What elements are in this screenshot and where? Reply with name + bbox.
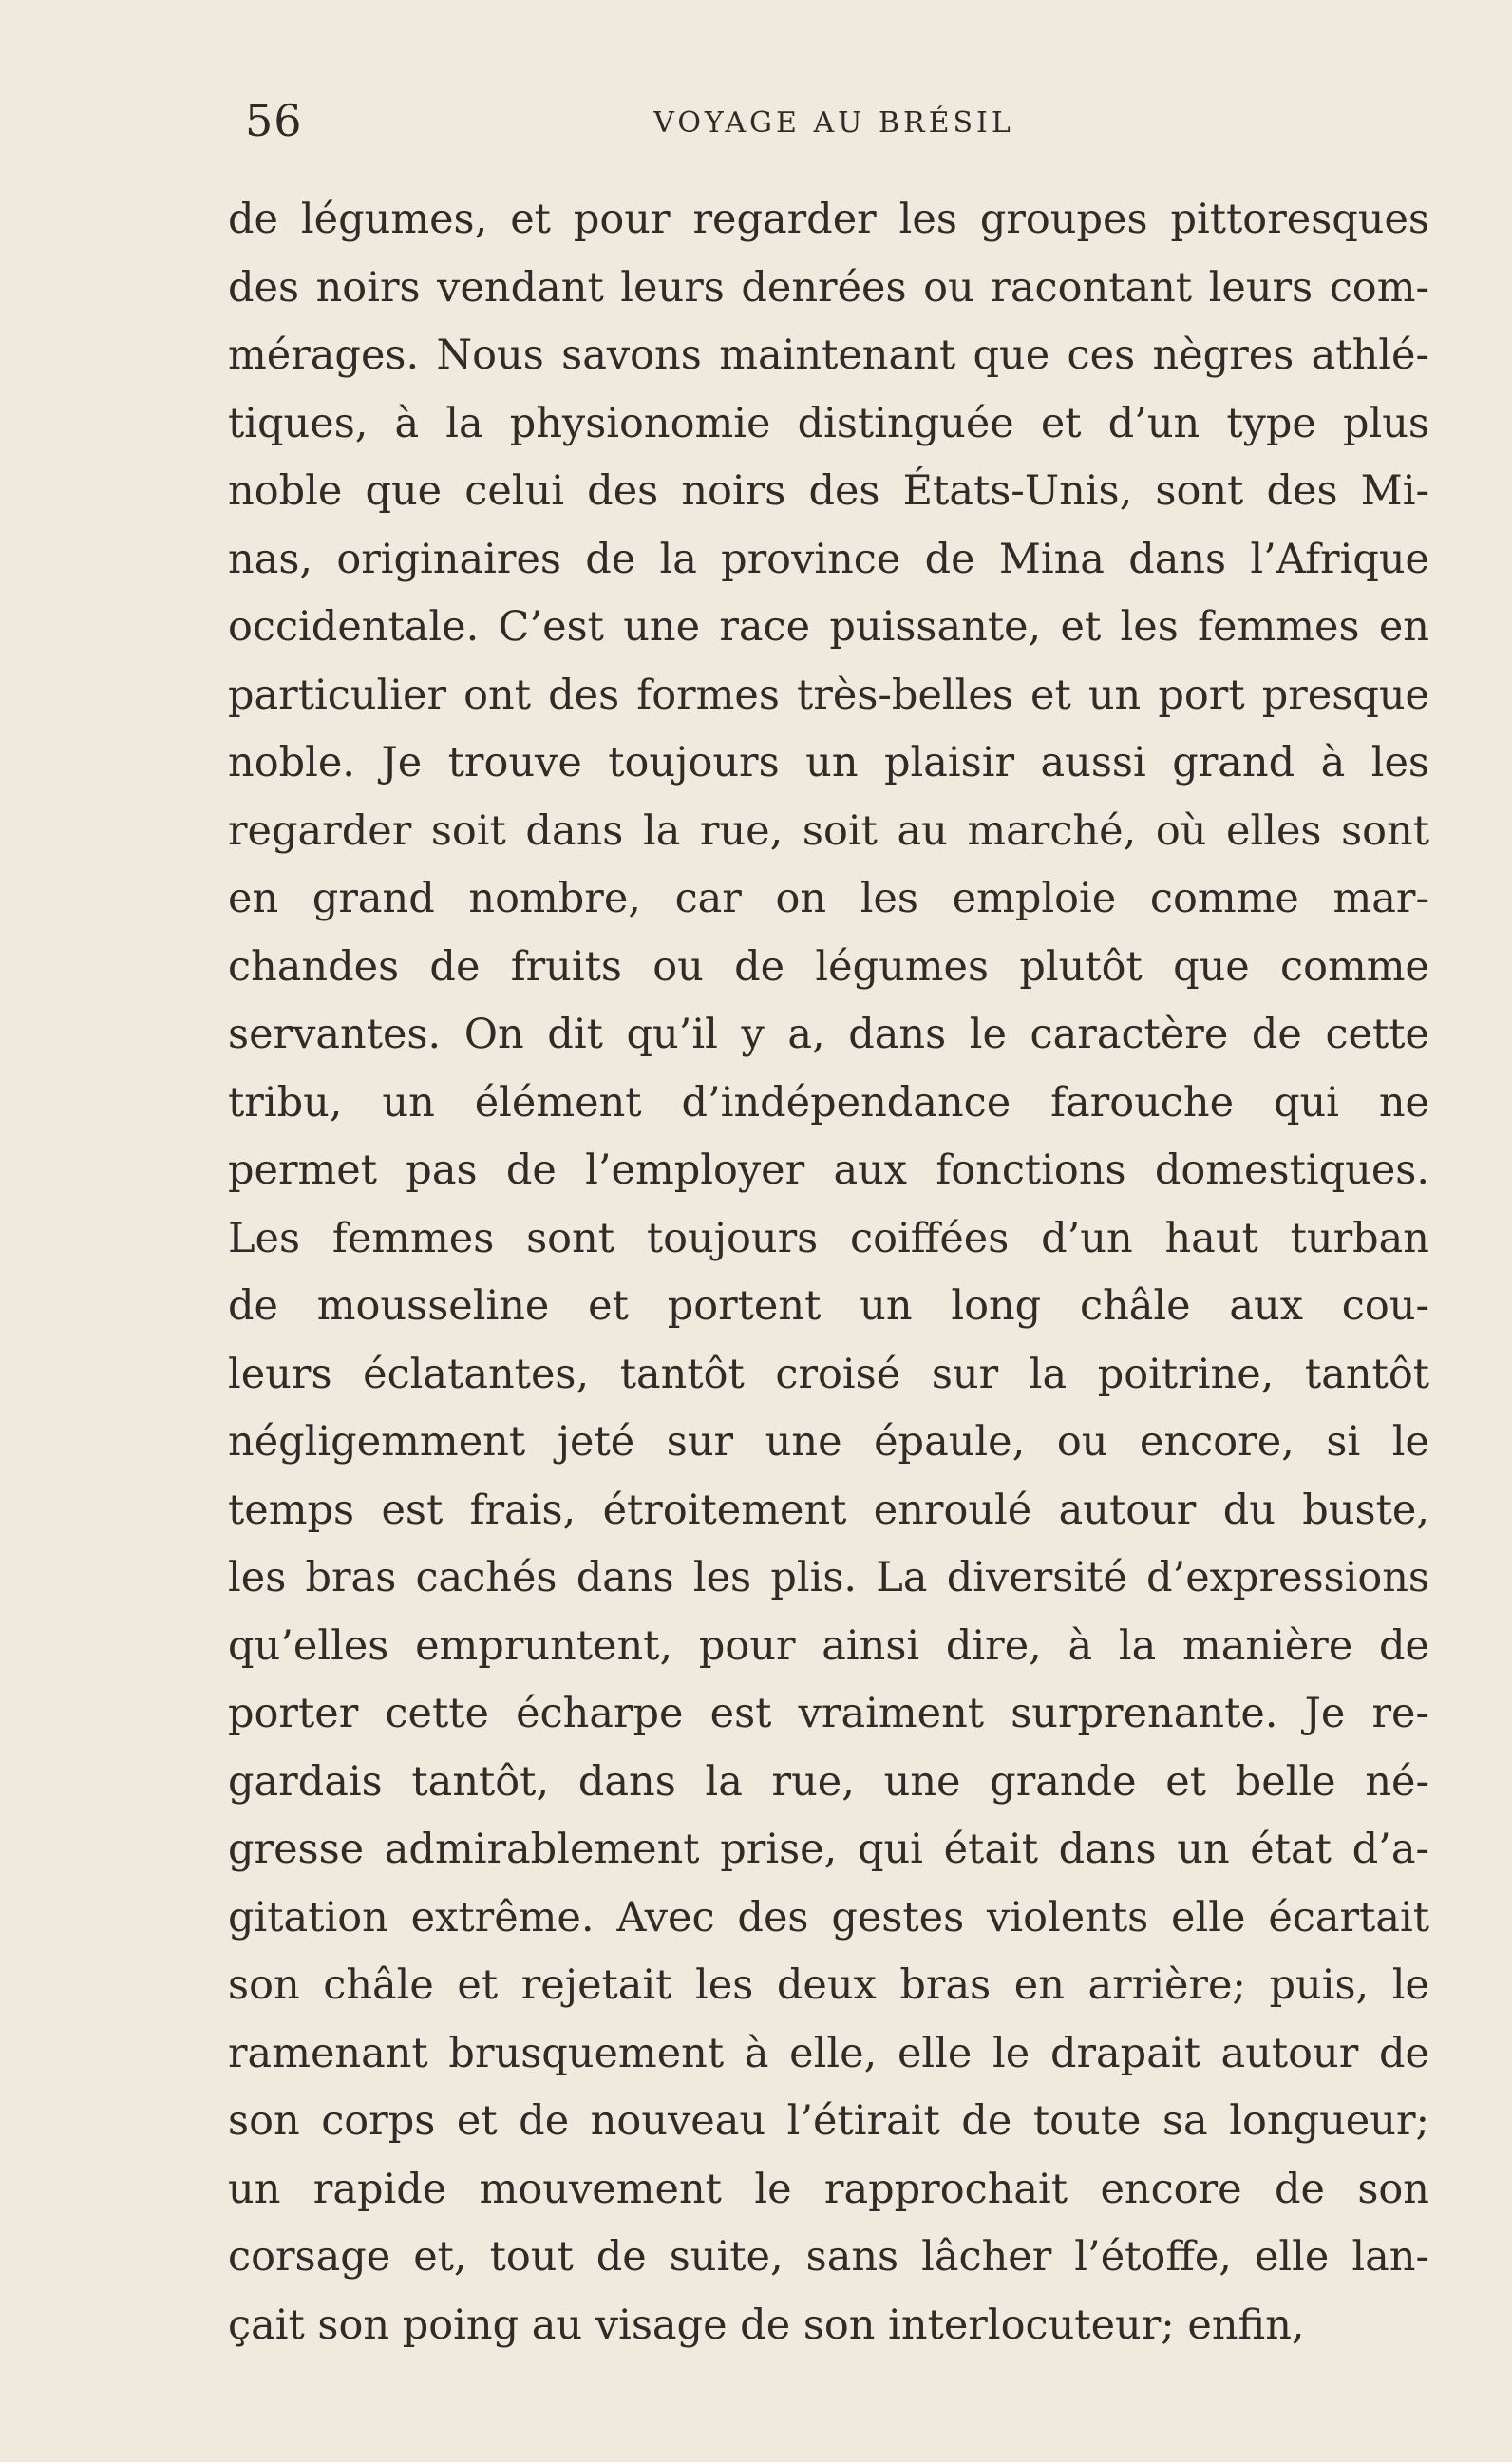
- text-line: gitation extrême. Avec des gestes violents elle écartait: [228, 1893, 1429, 1941]
- text-line: occidentale. C’est une race puissante, et les femmes en: [228, 603, 1429, 651]
- text-line: qu’elles empruntent, pour ainsi dire, à la manière de: [228, 1621, 1429, 1670]
- text-line: mérages. Nous savons maintenant que ces nègres athlé-: [228, 331, 1429, 379]
- text-line: nas, originaires de la province de Mina dans l’Afrique: [228, 535, 1429, 583]
- text-line: un rapide mouvement le rapprochait encore de son: [228, 2165, 1429, 2213]
- page-header: [245, 95, 1423, 152]
- text-line: çait son poing au visage de son interlocuteur; enfin,: [228, 2301, 1305, 2349]
- text-line: ramenant brusquement à elle, elle le drapait autour de: [228, 2029, 1429, 2077]
- text-line: temps est frais, étroitement enroulé autour du buste,: [228, 1486, 1429, 1534]
- text-line: son corps et de nouveau l’étirait de toute sa longueur;: [228, 2097, 1429, 2145]
- text-line: négligemment jeté sur une épaule, ou encore, si le: [228, 1418, 1429, 1466]
- running-head: VOYAGE AU BRÉSIL: [653, 106, 1014, 140]
- text-line: permet pas de l’employer aux fonctions domestiques.: [228, 1146, 1429, 1194]
- body-text: [228, 186, 1429, 2359]
- text-line: servantes. On dit qu’il y a, dans le caractère de cette: [228, 1011, 1429, 1058]
- text-line: de légumes, et pour regarder les groupes pittoresques: [228, 196, 1429, 243]
- text-line: Les femmes sont toujours coiffées d’un haut turban: [228, 1214, 1429, 1262]
- text-line: porter cette écharpe est vraiment surprenante. Je re-: [228, 1690, 1429, 1737]
- text-line: particulier ont des formes très-belles et un port presque: [228, 671, 1429, 719]
- text-line: noble que celui des noirs des États-Unis, sont des Mi-: [228, 467, 1429, 515]
- text-line: des noirs vendant leurs denrées ou racontant leurs com-: [228, 263, 1429, 312]
- text-line: son châle et rejetait les deux bras en arrière; puis, le: [228, 1961, 1429, 2009]
- text-line: chandes de fruits ou de légumes plutôt que comme: [228, 942, 1429, 991]
- text-line: de mousseline et portent un long châle aux cou-: [228, 1282, 1429, 1330]
- text-line: gardais tantôt, dans la rue, une grande et belle né-: [228, 1757, 1429, 1806]
- text-line: en grand nombre, car on les emploie comme mar-: [228, 875, 1429, 922]
- text-line: regarder soit dans la rue, soit au marché, où elles sont: [228, 806, 1429, 855]
- text-line: corsage et, tout de suite, sans lâcher l’étoffe, elle lan-: [228, 2233, 1429, 2281]
- text-line: gresse admirablement prise, qui était dans un état d’a-: [228, 1826, 1429, 1873]
- text-line: leurs éclatantes, tantôt croisé sur la poitrine, tantôt: [228, 1350, 1429, 1398]
- text-line: les bras cachés dans les plis. La diversité d’expressions: [228, 1554, 1429, 1601]
- text-line: noble. Je trouve toujours un plaisir aussi grand à les: [228, 739, 1429, 786]
- page-number: 56: [245, 95, 303, 146]
- text-line: tribu, un élément d’indépendance farouche qui ne: [228, 1078, 1429, 1127]
- text-line: tiques, à la physionomie distinguée et d’un type plus: [228, 399, 1429, 447]
